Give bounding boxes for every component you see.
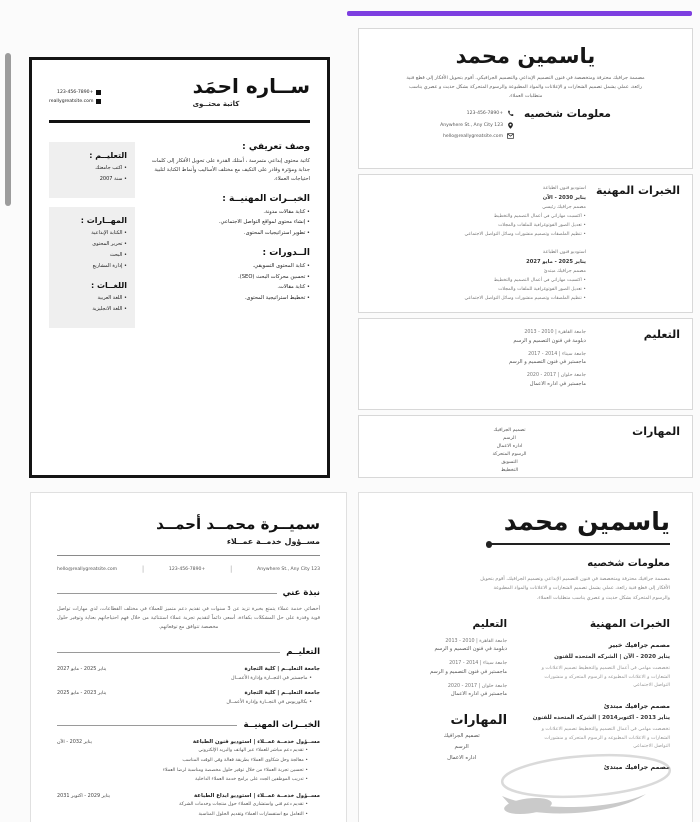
tr-address: 123 Anywhere St., Any City (440, 122, 504, 128)
tr-job-bullet: • تنظيم الملصقات وتصميم منشورات وسائل التواصل الاجتماعي (401, 232, 586, 238)
br-job-role: مصمم جرافيك مبتدئ (603, 701, 670, 710)
tl-skill-item: • البحث (57, 252, 127, 258)
bl-name: سميــرة محمــد أحمــد (156, 515, 320, 533)
tl-phone: +123-456-7890 (57, 90, 94, 95)
tl-main-column (145, 142, 310, 328)
tr-contacts (440, 108, 514, 144)
tl-course-item: • كتابة مقالات. (145, 284, 310, 290)
bl-education-degree: • بكالوريوس في التجــارة وإدارة الأعمــال (114, 699, 312, 705)
br-education-degree: ماجستير في اداره الاعمال (450, 691, 508, 698)
bl-job-title: مســؤول خدمــة عمــلاء | استوديو فنون الطباعة (192, 739, 320, 745)
purple-accent-bar (347, 11, 692, 16)
tr-summary: مصممة جرافيك محترفة ومتخصصة في فنون التصميم الإبداعي والتصميم الجرافيكي. أقوم بتحويل الأفكار إلى قطع فنية رائعة، عملي يشمل تصميم الشعارات و الإعلانات والمواد المطبوعة والرسوم المتحركة بشكل حديث و عصري يناسب متطلبات العملاء. (406, 75, 645, 99)
tr-skill-item: التسويق (501, 460, 518, 465)
bl-education-degree: • ماجستير في التجــارة وإدارة الأعمــال (114, 675, 312, 681)
bl-education-section (57, 647, 320, 705)
br-job-meta: يناير 2013 - اكتوبر2014 | الشركه المتحده للفنون (532, 714, 670, 721)
tr-personal-info-title: معلومات شخصيه (524, 108, 611, 121)
bl-job-bullet: • التعامل مع استفسارات العملاء وتقديم الحلول المناسبة (118, 812, 308, 819)
tr-header-box (358, 28, 693, 169)
bl-job (57, 793, 320, 819)
section-rule (57, 652, 280, 653)
tr-skills-box (358, 415, 693, 478)
bl-about-title: نبذة عني (282, 588, 320, 598)
br-education-degree: ماجستير في فنون التصميم و الرسم (429, 668, 508, 675)
tr-phone: +123-456-7890 (466, 111, 504, 117)
tr-job-bullet: • اكتسبت مهاراتي في أعمال التصميم والتخطيط (401, 214, 586, 220)
bl-job-bullet: • تقديم دعم مباشر للعملاء عبر الهاتف والبريد الإلكتروني (100, 748, 308, 755)
br-education-school: جامعة القاهرة | 2010 - 2013 (445, 638, 508, 644)
location-pin-icon (507, 122, 514, 129)
bl-about-section (57, 588, 320, 632)
tl-contact-block (49, 90, 101, 108)
br-education-degree: دبلومة في فنون التصميم و الرسم (434, 646, 508, 653)
section-rule (57, 593, 277, 594)
bl-education-title: التعليــم (286, 647, 320, 657)
tl-skill-item: • إدارة المشاريع (57, 263, 127, 269)
bl-job-dates: يناير 2029 - اكتوبر 2031 (57, 793, 111, 800)
bl-job-bullet: • معالجة وحل شكاوى العملاء بطريقة فعالة وفي الوقت المناسب (100, 758, 308, 765)
tl-skill-item: • تحرير المحتوى (57, 241, 127, 247)
bl-job-dates: يناير 2032 - الآن (57, 739, 93, 745)
br-job-text: تخصصت مهامي في أعمال التصميم والتخطيط تصميم الاعلانات و الشعارات و الاعلانات المطبوعه و الرسوم المتحركه و منشورات التواصل الاجتماعي (541, 727, 670, 750)
br-personal-info-title: معلومات شخصيه (587, 558, 670, 570)
tr-education-degree: ماجستير في اداره الاعمال (529, 380, 586, 387)
tl-role: كاتبة محتــوى (192, 100, 240, 108)
bl-education-school: جامعة التعليــم | كلية التجارة (244, 690, 320, 696)
tr-education-degree: دبلومة في فنون التصميم و الرسم (513, 337, 586, 344)
tr-name: ياسمين محمد (455, 44, 596, 68)
resume-card-yasmin-boxed[interactable] (358, 28, 693, 478)
tl-name-block (193, 75, 310, 108)
br-job-role: مصمم جرافيك مبتدئ (603, 763, 670, 772)
tr-education-title: التعليم (643, 328, 680, 341)
bl-address: 123 Anywhere St., Any City (257, 566, 320, 572)
tr-job-bullet: • اكتسبت مهاراتي في أعمال التصميم والتخطيط (401, 278, 586, 284)
br-skills-title: المهارات (450, 713, 508, 729)
tl-experience-title: الخبــرات المهنيــة : (222, 193, 310, 204)
br-job-meta: يناير 2020 - الآن | الشركه المتحده للفنون (554, 653, 670, 660)
br-job-role: مصمم جرافيك خبير (608, 640, 670, 649)
tl-header (49, 75, 310, 108)
tr-experience-title: الخبرات المهنية (595, 184, 680, 197)
separator: | (230, 565, 233, 573)
tr-job-bullet: • تنظيم الملصقات وتصميم منشورات وسائل التواصل الاجتماعي (401, 296, 586, 302)
br-summary: مصممة جرافيك محترفة ومتخصصة في فنون التصميم الإبداعي وتصميم الجرافيك، أقوم بتحويل الأفكار إلى قطع فنية رائعة، عملي يشمل تصميم الشعارات و الاعلانات والمواد المطبوعة والرسوم المتحركة بشكل حديث و عصري يناسب متطلبات العملاء. (480, 576, 670, 601)
tl-education-item: • سنة 2007 (57, 176, 127, 182)
br-title-rule (491, 543, 670, 545)
phone-icon (96, 90, 101, 95)
tl-language-item: • اللغة العربية (57, 295, 127, 301)
bl-experience-title: الخبــرات المهنيــة (243, 720, 320, 730)
tr-skill-item: اداره الاعمال (496, 444, 523, 449)
bl-experience-section (57, 720, 320, 819)
tl-course-item: • تخطيط استراتيجية المحتوى. (145, 295, 310, 301)
tr-education-entry (401, 373, 586, 387)
resume-card-sara[interactable] (29, 57, 330, 478)
br-skill-item: اداره الاعمال (447, 755, 477, 762)
bl-job-bullet: • تدريب الموظفين الجدد على برامج خدمة العملاء الداخلية (100, 777, 308, 784)
bl-education-dates: يناير 2023 - مايو 2025 (57, 690, 107, 696)
br-education-school: جامعة سيناء | 2014 - 2017 (449, 661, 508, 667)
tr-skill-item: تصميم الجرافيك (493, 428, 526, 433)
bl-about-text: أخصائي خدمة عملاء يتمتع بخبرة تزيد عن 3 سنوات في تقديم دعم متميز للعملاء في مختلف القطاعات، لدي مهارات تواصل قوية وقدرة على حل المشكلات بكفاءة، أسعى دائماً لتقديم تجربة عملاء استثنائية من خلال فهم احتياجاتهم بعناية وتوفير حلول مخصصة تتوافق مع توقعاتهم. (57, 606, 320, 630)
tl-course-item: • تحسين محركات البحث (SEO). (145, 274, 310, 280)
section-rule (57, 725, 237, 726)
br-education-school: جامعة حلوان | 2017 - 2020 (447, 683, 508, 689)
tr-job-bullet: • تعديل الصور الفوتوغرافية للملفات والمجلات (401, 287, 586, 293)
br-skill-item: الرسم (454, 744, 469, 751)
tr-education-entry (401, 352, 586, 366)
tr-education-school: جامعة حلوان | 2017 - 2020 (526, 373, 586, 378)
resume-card-samira[interactable] (30, 492, 347, 822)
tr-education-entry (401, 330, 586, 344)
br-education-entry (381, 661, 507, 675)
bl-education-entry (57, 666, 320, 681)
tl-about-text: كاتبة محتوى إبداعي متمرسة ، أمتلك القدرة على تحويل الأفكار إلى كلمات جذابة ومؤثرة وقادر على التكيف مع مختلف الأساليب وأنماط الكتابة لتلبية احتياجات العملاء. (151, 157, 310, 182)
tr-skill-item: التخطيط (500, 468, 519, 473)
tl-course-item: • كتابة المحتوى التسويقي. (145, 263, 310, 269)
tl-education-title: التعليــم : (89, 150, 127, 160)
tr-job-dates: يناير 2030 - الآن (542, 195, 586, 201)
tl-courses-title: الــدورات : (262, 248, 310, 259)
tr-experience-box (358, 174, 693, 313)
tr-education-degree: ماجستير في فنون التصميم و الرسم (508, 359, 586, 365)
br-skill-item: تصميم الجرافيك (443, 733, 480, 740)
br-experience-title: الخبرات المهنية (589, 617, 670, 630)
separator: | (141, 565, 145, 573)
tr-education-school: جامعة سيناء | 2014 - 2017 (528, 351, 586, 357)
tr-email: hello@reallygreatsite.com (442, 133, 504, 139)
watermark-logo (486, 744, 678, 822)
tr-job-bullet: • تعديل الصور الفوتوغرافية للملفات والمجلات (401, 223, 586, 229)
tr-job (401, 186, 586, 238)
phone-icon (507, 110, 514, 117)
tr-job-company: استوديو فنون الطباعة (542, 250, 586, 256)
bl-job-bullet: • تقديم دعم فني واستشاري للعملاء حول منتجات وخدمات الشركة (118, 802, 308, 809)
tr-job-company: استوديو فنون الطباعة (542, 186, 586, 191)
bl-education-school: جامعة التعليــم | كلية التجارة (244, 666, 320, 672)
scrollbar-thumb[interactable] (5, 53, 11, 206)
tl-experience-item: • تطوير استراتيجيات المحتوى. (145, 230, 310, 236)
tl-language-item: • اللغة الانجليزية (57, 306, 127, 312)
tl-about-title: وصف تعريفي : (242, 141, 310, 152)
email-icon (96, 99, 101, 104)
tr-job-role: مصمم جرافيك رئيسي (542, 205, 586, 210)
tl-skills-title: المهــارات : (80, 215, 127, 225)
tl-name: ســاره احمَد (192, 74, 310, 98)
tl-experience-item: • إنشاء محتوى لمواقع التواصل الاجتماعي. (145, 219, 310, 225)
bl-role: مســؤول خدمــة عمــلاء (226, 537, 320, 546)
tr-job-dates: يناير 2025 - مايو 2027 (526, 259, 586, 266)
bl-education-dates: يناير 2025 - مايو 2027 (57, 666, 107, 672)
tl-email: reallygreatsite.com (49, 99, 94, 104)
tr-education-box (358, 318, 693, 410)
tl-skill-item: • الكتابة الإبداعية (57, 230, 127, 236)
tl-experience-item: • كتابة مقالات مدونة. (145, 209, 310, 215)
tr-education-school: جامعة القاهرة | 2010 - 2013 (524, 330, 586, 335)
bl-contact-row (57, 565, 320, 573)
tr-job (401, 250, 586, 302)
tl-education-box (49, 142, 135, 198)
br-job-text: تخصصت مهامي في أعمال التصميم والتخطيط تصميم الاعلانات و الشعارات و الاعلانات المطبوعه و الرسوم المتحركه و منشورات التواصل الاجتماعي (541, 665, 670, 689)
tl-sidebar (49, 142, 135, 328)
bl-job-title: مســؤول خدمــة عمــلاء | استوديو ابداع الطباعة (194, 793, 320, 800)
br-job (525, 641, 670, 691)
br-education-entry (381, 639, 507, 653)
email-icon (507, 133, 514, 139)
bl-education-entry (57, 690, 320, 705)
tr-skills-title: المهارات (632, 425, 680, 438)
tl-education-item: • اكتب جامعتك (57, 165, 127, 171)
br-name: ياسمين محمد (503, 507, 670, 536)
tr-job-role: مصمم جرافيك مبتدئ (543, 269, 586, 275)
br-education-title: التعليم (472, 617, 508, 630)
tl-skills-box (49, 207, 135, 328)
tl-languages-title: اللغــات : (90, 280, 127, 290)
bl-job (57, 739, 320, 784)
tl-divider (49, 120, 310, 123)
tr-skill-item: الرسم (503, 436, 516, 441)
bl-email: hello@reallygreatsite.com (57, 566, 118, 572)
br-education-entry (381, 684, 507, 698)
bl-divider (57, 555, 320, 556)
bl-job-bullet: • تحسين تجربة العملاء من خلال توفير حلول مخصصة ومناسبة لرضا العملاء (100, 768, 308, 775)
tr-skill-item: الرسوم المتحركة (492, 452, 527, 457)
bl-phone: +123-456-7890 (168, 566, 206, 572)
